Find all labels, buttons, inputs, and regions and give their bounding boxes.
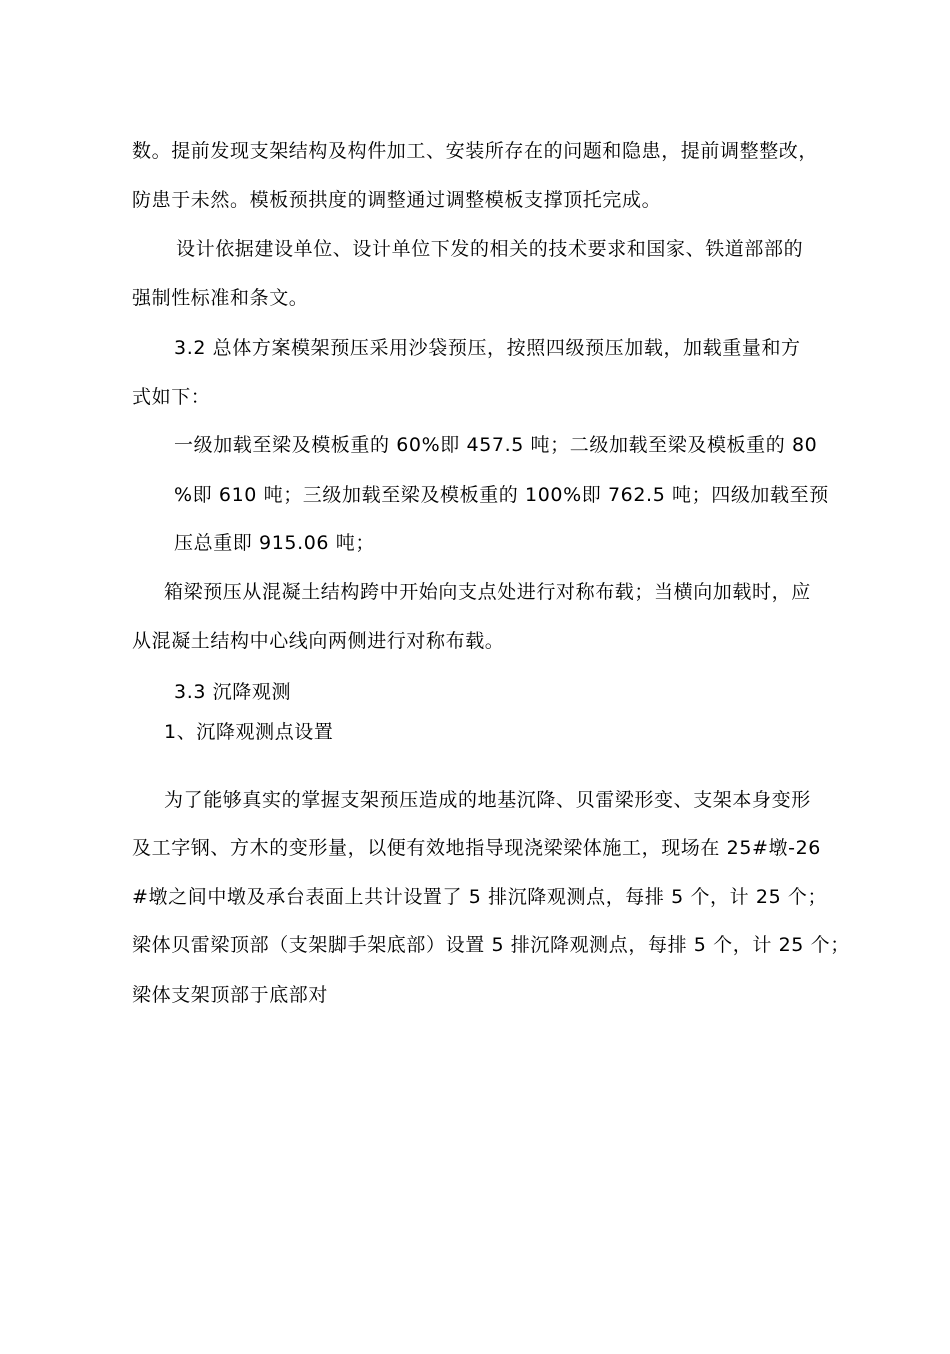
- text-line: 式如下：: [132, 386, 211, 408]
- text-line: 压总重即 915.06 吨；: [174, 532, 375, 554]
- section-heading: 3.3 沉降观测: [174, 681, 292, 703]
- text-line: 防患于未然。模板预拱度的调整通过调整模板支撑顶托完成。: [132, 189, 662, 211]
- text-line: 强制性标准和条文。: [132, 287, 309, 309]
- text-line: 数。提前发现支架结构及构件加工、安装所存在的问题和隐患，提前调整整改，: [132, 140, 819, 162]
- text-line: 箱梁预压从混凝土结构跨中开始向支点处进行对称布载；当横向加载时，应: [164, 581, 811, 603]
- text-line: 设计依据建设单位、设计单位下发的相关的技术要求和国家、铁道部部的: [176, 238, 804, 260]
- text-line: 梁体支架顶部于底部对: [132, 984, 329, 1006]
- text-line: 梁体贝雷梁顶部（支架脚手架底部）设置 5 排沉降观测点，每排 5 个，计 25 个；: [132, 934, 850, 956]
- text-line: #墩之间中墩及承台表面上共计设置了 5 排沉降观测点，每排 5 个，计 25 个；: [132, 886, 828, 908]
- text-line: 3.2 总体方案模架预压采用沙袋预压，按照四级预压加载，加载重量和方: [174, 337, 801, 359]
- text-line: %即 610 吨；三级加载至梁及模板重的 100%即 762.5 吨；四级加载至预: [174, 484, 829, 506]
- text-line: 从混凝土结构中心线向两侧进行对称布载。: [132, 630, 505, 652]
- text-line: 一级加载至梁及模板重的 60%即 457.5 吨；二级加载至梁及模板重的 80: [174, 434, 818, 456]
- text-line: 为了能够真实的掌握支架预压造成的地基沉降、贝雷梁形变、支架本身变形: [164, 789, 811, 811]
- subsection-heading: 1、沉降观测点设置: [164, 721, 334, 743]
- text-line: 及工字钢、方木的变形量，以便有效地指导现浇梁梁体施工，现场在 25#墩-26: [132, 837, 821, 859]
